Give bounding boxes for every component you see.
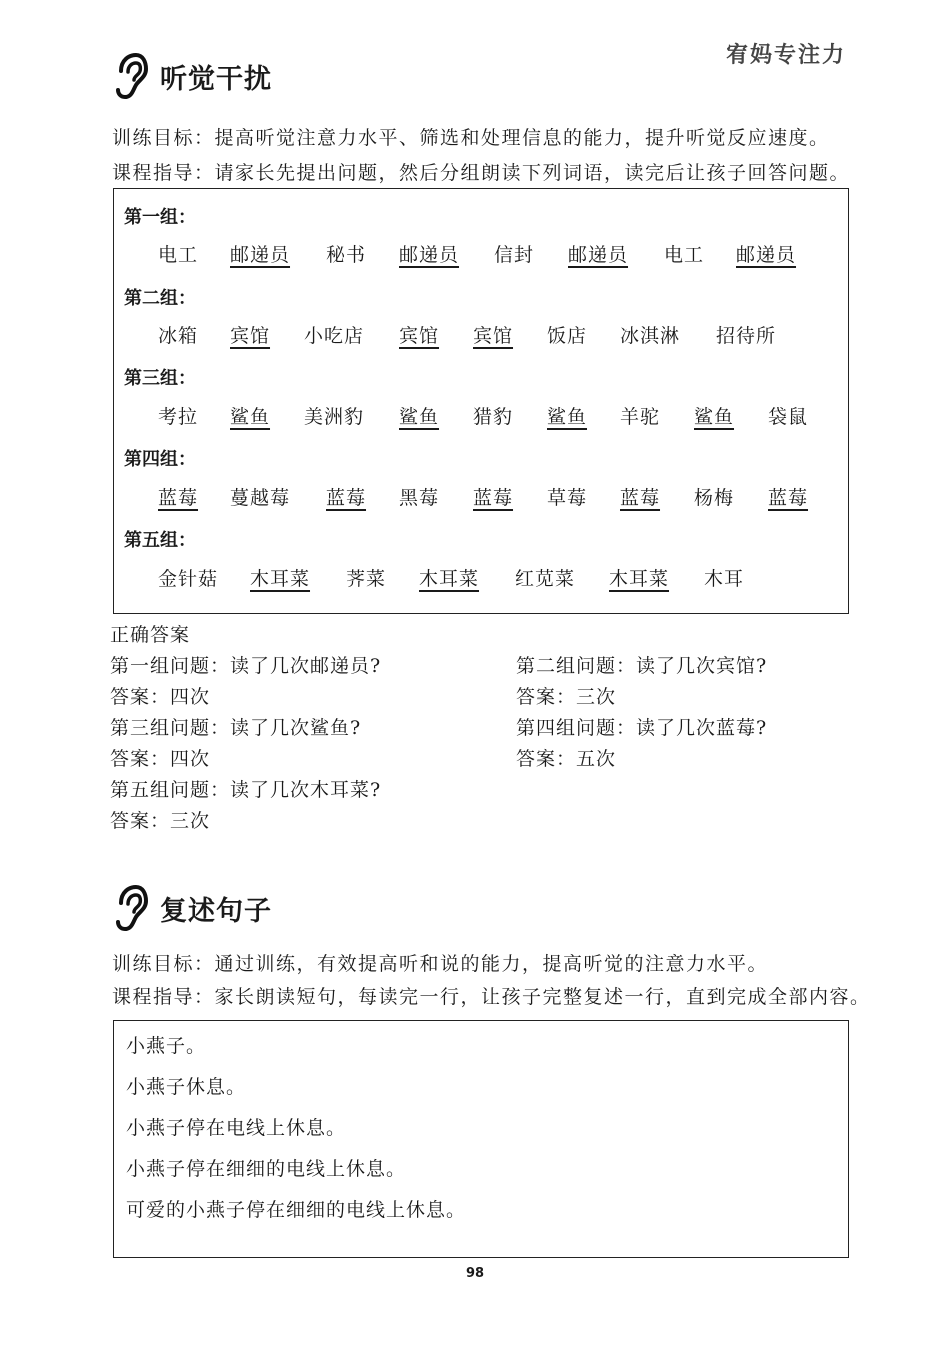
word: 冰淇淋 <box>620 325 681 347</box>
target-word: 邮递员 <box>230 244 291 266</box>
target-word: 鲨鱼 <box>547 406 588 428</box>
sentence: 小燕子停在电线上休息。 <box>126 1117 347 1139</box>
word: 秘书 <box>326 244 367 266</box>
section-heading-repeat-sentences <box>112 884 272 932</box>
training-goal: 训练目标：通过训练，有效提高听和说的能力，提高听觉的注意力水平。 <box>112 953 769 975</box>
group-label: 第四组： <box>124 449 196 470</box>
target-word: 蓝莓 <box>326 487 367 509</box>
word-row <box>114 402 848 428</box>
answer-value: 答案：三次 <box>110 810 211 832</box>
target-word: 鲨鱼 <box>399 406 440 428</box>
word-row <box>114 321 848 347</box>
word: 金针菇 <box>158 568 219 590</box>
page-number: 98 <box>465 1266 485 1281</box>
word-groups-box <box>113 188 849 614</box>
word-row <box>114 564 848 590</box>
target-word: 蓝莓 <box>768 487 809 509</box>
target-word: 宾馆 <box>230 325 271 347</box>
answer-value: 答案：四次 <box>110 686 211 708</box>
course-guide: 课程指导：请家长先提出问题，然后分组朗读下列词语，读完后让孩子回答问题。 <box>112 162 851 184</box>
word: 木耳 <box>704 568 745 590</box>
target-word: 木耳菜 <box>609 568 670 590</box>
word: 冰箱 <box>158 325 199 347</box>
group-label: 第一组： <box>124 207 196 228</box>
target-word: 鲨鱼 <box>230 406 271 428</box>
answer-question: 第四组问题：读了几次蓝莓? <box>516 717 768 739</box>
training-goal: 训练目标：提高听觉注意力水平、筛选和处理信息的能力，提升听觉反应速度。 <box>112 127 830 149</box>
sentence: 小燕子。 <box>126 1035 207 1057</box>
word: 黑莓 <box>399 487 440 509</box>
answer-value: 答案：五次 <box>516 748 617 770</box>
word: 袋鼠 <box>768 406 809 428</box>
target-word: 蓝莓 <box>620 487 661 509</box>
group-label: 第三组： <box>124 368 196 389</box>
word: 草莓 <box>547 487 588 509</box>
sentence: 小燕子停在细细的电线上休息。 <box>126 1158 407 1180</box>
answer-value: 答案：四次 <box>110 748 211 770</box>
target-word: 邮递员 <box>736 244 797 266</box>
brand-title: 宥妈专注力 <box>726 43 847 68</box>
word: 美洲豹 <box>304 406 365 428</box>
word: 杨梅 <box>694 487 735 509</box>
sentence: 可爱的小燕子停在细细的电线上休息。 <box>126 1199 467 1221</box>
word-row <box>114 240 848 266</box>
word: 电工 <box>158 244 199 266</box>
target-word: 鲨鱼 <box>694 406 735 428</box>
sentences-box <box>113 1020 849 1258</box>
target-word: 木耳菜 <box>250 568 311 590</box>
answer-question: 第一组问题：读了几次邮递员? <box>110 655 382 677</box>
target-word: 蓝莓 <box>158 487 199 509</box>
answer-question: 第五组问题：读了几次木耳菜? <box>110 779 382 801</box>
target-word: 木耳菜 <box>419 568 480 590</box>
target-word: 宾馆 <box>399 325 440 347</box>
group-label: 第二组： <box>124 288 196 309</box>
ear-icon <box>112 884 148 932</box>
word: 红苋菜 <box>515 568 576 590</box>
word: 小吃店 <box>304 325 365 347</box>
section-heading-auditory-interference <box>112 52 272 100</box>
course-guide: 课程指导：家长朗读短句，每读完一行，让孩子完整复述一行，直到完成全部内容。 <box>112 986 871 1008</box>
word: 信封 <box>494 244 535 266</box>
group-label: 第五组： <box>124 530 196 551</box>
target-word: 邮递员 <box>568 244 629 266</box>
sentence: 小燕子休息。 <box>126 1076 247 1098</box>
word: 荠菜 <box>346 568 387 590</box>
answer-question: 第二组问题：读了几次宾馆? <box>516 655 768 677</box>
word: 招待所 <box>716 325 777 347</box>
word: 蔓越莓 <box>230 487 291 509</box>
answers-title: 正确答案 <box>110 624 191 646</box>
word: 饭店 <box>547 325 588 347</box>
target-word: 邮递员 <box>399 244 460 266</box>
answer-value: 答案：三次 <box>516 686 617 708</box>
target-word: 蓝莓 <box>473 487 514 509</box>
word: 考拉 <box>158 406 199 428</box>
section-title: 复述句子 <box>160 895 272 927</box>
section-title: 听觉干扰 <box>160 63 272 95</box>
answer-question: 第三组问题：读了几次鲨鱼? <box>110 717 362 739</box>
word: 电工 <box>664 244 705 266</box>
ear-icon <box>112 52 148 100</box>
word-row <box>114 483 848 509</box>
target-word: 宾馆 <box>473 325 514 347</box>
word: 羊驼 <box>620 406 661 428</box>
word: 猎豹 <box>473 406 514 428</box>
